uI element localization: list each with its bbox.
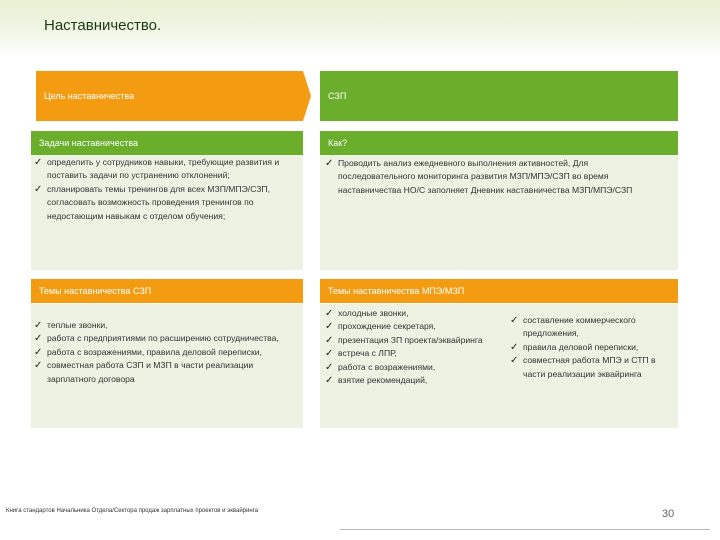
page-title: Наставничество. <box>44 17 162 34</box>
goal-label: Цель наставничества <box>36 71 303 121</box>
topics-szp-box <box>31 304 303 428</box>
topics-szp-header: Темы наставничества СЗП <box>31 279 303 303</box>
footer-note: Книга стандартов Начальника Отдела/Сектора продаж зарплатных проектов и эквайринга <box>6 508 259 514</box>
list-item: ✓ холодные звонки, <box>325 307 497 320</box>
list-item: ✓ Проводить анализ ежедневного выполнения активностей, Для последовательного мониторинга развития МЗП/МПЭ/СЗП во время наставничества НО/С заполняет Дневник наставничества МЗП/МПЭ/СЗП <box>325 157 658 197</box>
topics-mpe-header: Темы наставничества МПЭ/МЗП <box>320 279 678 303</box>
topics-mpe-col1 <box>325 307 497 387</box>
list-item: ✓ взятие рекомендаций, <box>325 374 497 387</box>
list-item: ✓ спланировать темы тренингов для всех МЗП/МПЭ/СЗП, согласовать возможность проведения тренингов по недостающим навыкам с отделом обучения; <box>34 183 295 223</box>
list-item: ✓ работа с возражениями, <box>325 361 497 374</box>
arrow-icon <box>303 71 311 121</box>
list-item: ✓ теплые звонки, <box>34 319 295 332</box>
topics-mpe-box <box>320 304 678 428</box>
list-item: ✓ составление коммерческого предложения, <box>510 314 674 341</box>
page-number: 30 <box>662 508 675 520</box>
tasks-header: Задачи наставничества <box>31 131 303 155</box>
how-header: Как? <box>320 131 678 155</box>
list-item: ✓ определить у сотрудников навыки, требующие развития и поставить задачи по устранению отклонений; <box>34 156 295 183</box>
tasks-box <box>31 155 303 270</box>
topics-mpe-col2 <box>510 314 674 381</box>
list-item: ✓ совместная работа СЗП и МЗП в части реализации зарплатного договора <box>34 359 295 386</box>
list-item: ✓ прохождение секретаря, <box>325 320 497 333</box>
how-box <box>320 155 678 270</box>
footer-divider <box>340 529 710 530</box>
list-item: ✓ совместная работа МПЭ и СТП в части реализации эквайринга <box>510 354 674 381</box>
list-item: ✓ правила деловой переписки, <box>510 341 674 354</box>
goal-value: СЗП <box>320 71 678 121</box>
list-item: ✓ работа с возражениями, правила деловой переписки, <box>34 346 295 359</box>
list-item: ✓ встреча с ЛПР, <box>325 347 497 360</box>
list-item: ✓ презентация ЗП проекта/эквайринга <box>325 334 497 347</box>
list-item: ✓ работа с предприятиями по расширению сотрудничества, <box>34 332 295 345</box>
